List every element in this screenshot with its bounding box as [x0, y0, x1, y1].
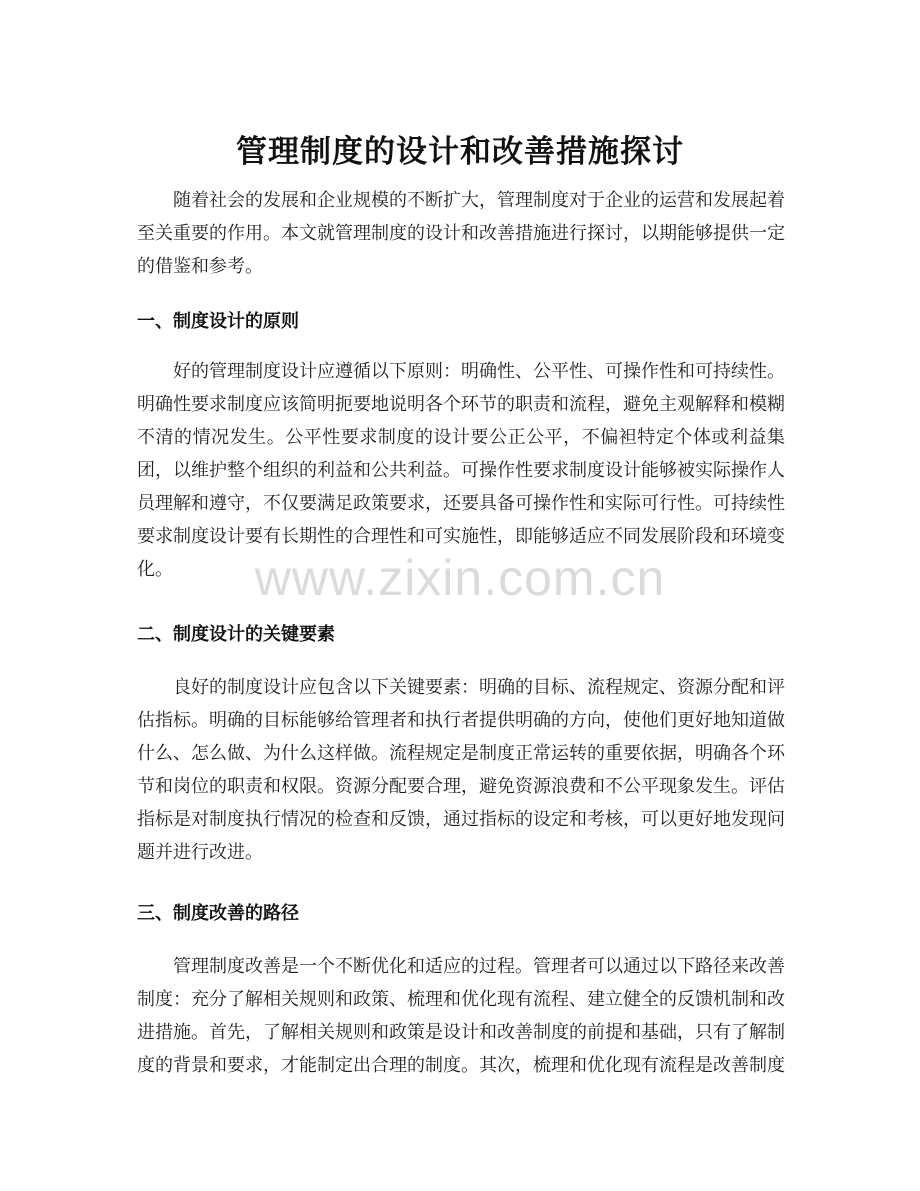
section-1-body: 好的管理制度设计应遵循以下原则：明确性、公平性、可操作性和可持续性。明确性要求制度应该简明扼要地说明各个环节的职责和流程，避免主观解释和模糊不清的情况发生。公平性要求制度的设计要公正公平，不偏袒特定个体或利益集团，以维护整个组织的利益和公共利益。可操作性要求制度设计能够被实际操作人员理解和遵守，不仅要满足政策要求，还要具备可操作性和实际可行性。可持续性要求制度设计要有长期性的合理性和可实施性，即能够适应不同发展阶段和环境变化。: [137, 361, 785, 580]
watermark: www.zixin.com.cn: [254, 550, 666, 606]
section-3-body: 管理制度改善是一个不断优化和适应的过程。管理者可以通过以下路径来改善制度：充分了解相关规则和政策、梳理和优化现有流程、建立健全的反馈机制和改进措施。首先，了解相关规则和政策是设计和改善制度的前提和基础，只有了解制度的背景和要求，才能制定出合理的制度。其次，梳理和优化现有流程是改善制度: [137, 956, 785, 1076]
intro-paragraph: 随着社会的发展和企业规模的不断扩大，管理制度对于企业的运营和发展起着至关重要的作用。本文就管理制度的设计和改善措施进行探讨，以期能够提供一定的借鉴和参考。: [137, 190, 785, 277]
page-title: 管理制度的设计和改善措施探讨: [236, 133, 684, 170]
section-2-heading: 二、制度设计的关键要素: [137, 624, 335, 645]
section-2-body: 良好的制度设计应包含以下关键要素：明确的目标、流程规定、资源分配和评估指标。明确的目标能够给管理者和执行者提供明确的方向，使他们更好地知道做什么、怎么做、为什么这样做。流程规定是制度正常运转的重要依据，明确各个环节和岗位的职责和权限。资源分配要合理，避免资源浪费和不公平现象发生。评估指标是对制度执行情况的检查和反馈，通过指标的设定和考核，可以更好地发现问题并进行改进。: [137, 677, 785, 863]
section-3-heading: 三、制度改善的路径: [137, 903, 299, 924]
section-1-heading: 一、制度设计的原则: [137, 311, 299, 332]
